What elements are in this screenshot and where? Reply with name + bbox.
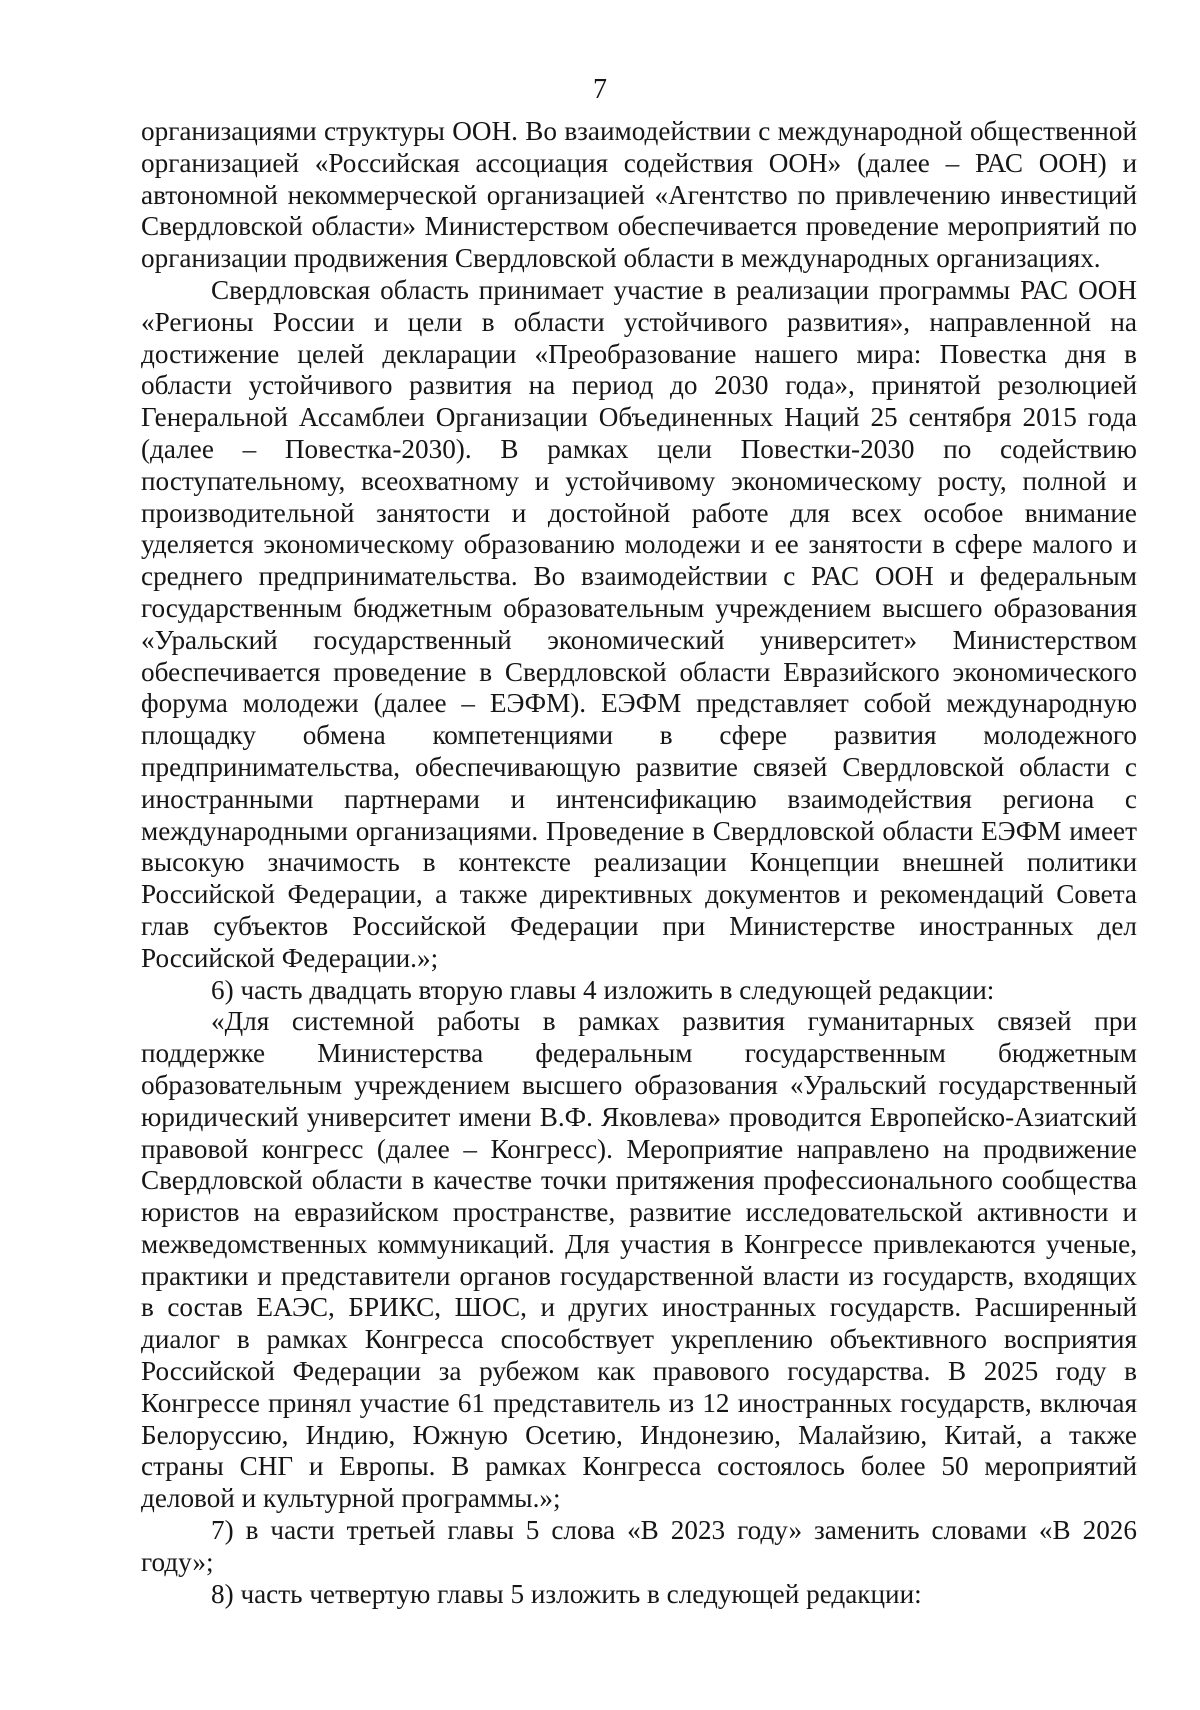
document-body	[141, 116, 1137, 1610]
paragraph-amendment-6: 6) часть двадцать вторую главы 4 изложить в следующей редакции:	[211, 974, 995, 1005]
paragraph-un-organizations: организациями структуры ООН. Во взаимодействии с международной общественной организацией «Российская ассоциация содействия ООН» (далее – РАС ООН) и автономной некоммерческой организацией «Агентство по привлечению инвестиций Свердловской области» Министерством обеспечивается проведение мероприятий по организации продвижения Свердловской области в международных организациях.	[141, 116, 1137, 274]
paragraph-amendment-8: 8) часть четвертую главы 5 изложить в следующей редакции:	[211, 1578, 922, 1609]
paragraph-rasoon-program: Свердловская область принимает участие в реализации программы РАС ООН «Регионы России и цели в области устойчивого развития», направленной на достижение целей декларации «Преобразование нашего мира: Повестка дня в области устойчивого развития на период до 2030 года», принятой резолюцией Генеральной Ассамблеи Организации Объединенных Наций 25 сентября 2015 года (далее – Повестка-2030). В рамках цели Повестки-2030 по содействию поступательному, всеохватному и устойчивому экономическому росту, полной и производительной занятости и достойной работе для всех особое внимание уделяется экономическому образованию молодежи и ее занятости в сфере малого и среднего предпринимательства. Во взаимодействии с РАС ООН и федеральным государственным бюджетным образовательным учреждением высшего образования «Уральский государственный экономический университет» Министерством обеспечивается проведение в Свердловской области Евразийского экономического форума молодежи (далее – ЕЭФМ). ЕЭФМ представляет собой международную площадку обмена компетенциями в сфере развития молодежного предпринимательства, обеспечивающую развитие связей Свердловской области с иностранными партнерами и интенсификацию взаимодействия региона с международными организациями. Проведение в Свердловской области ЕЭФМ имеет высокую значимость в контексте реализации Концепции внешней политики Российской Федерации, а также директивных документов и рекомендаций Совета глав субъектов Российской Федерации при Министерстве иностранных дел Российской Федерации.»;	[141, 274, 1137, 973]
paragraph-amendment-7: 7) в части третьей главы 5 слова «В 2023 году» заменить словами «В 2026 году»;	[141, 1515, 1137, 1577]
paragraph-law-congress: «Для системной работы в рамках развития гуманитарных связей при поддержке Министерства федеральным государственным бюджетным образовательным учреждением высшего образования «Уральский государственный юридический университет имени В.Ф. Яковлева» проводится Европейско-Азиатский правовой конгресс (далее – Конгресс). Мероприятие направлено на продвижение Свердловской области в качестве точки притяжения профессионального сообщества юристов на евразийском пространстве, развитие исследовательской активности и межведомственных коммуникаций. Для участия в Конгрессе привлекаются ученые, практики и представители органов государственной власти из государств, входящих в состав ЕАЭС, БРИКС, ШОС, и других иностранных государств. Расширенный диалог в рамках Конгресса способствует укреплению объективного восприятия Российской Федерации за рубежом как правового государства. В 2025 году в Конгрессе принял участие 61 представитель из 12 иностранных государств, включая Белоруссию, Индию, Южную Осетию, Индонезию, Малайзию, Китай, а также страны СНГ и Европы. В рамках Конгресса состоялось более 50 мероприятий деловой и культурной программы.»;	[141, 1006, 1137, 1514]
page-number: 7	[593, 74, 607, 105]
